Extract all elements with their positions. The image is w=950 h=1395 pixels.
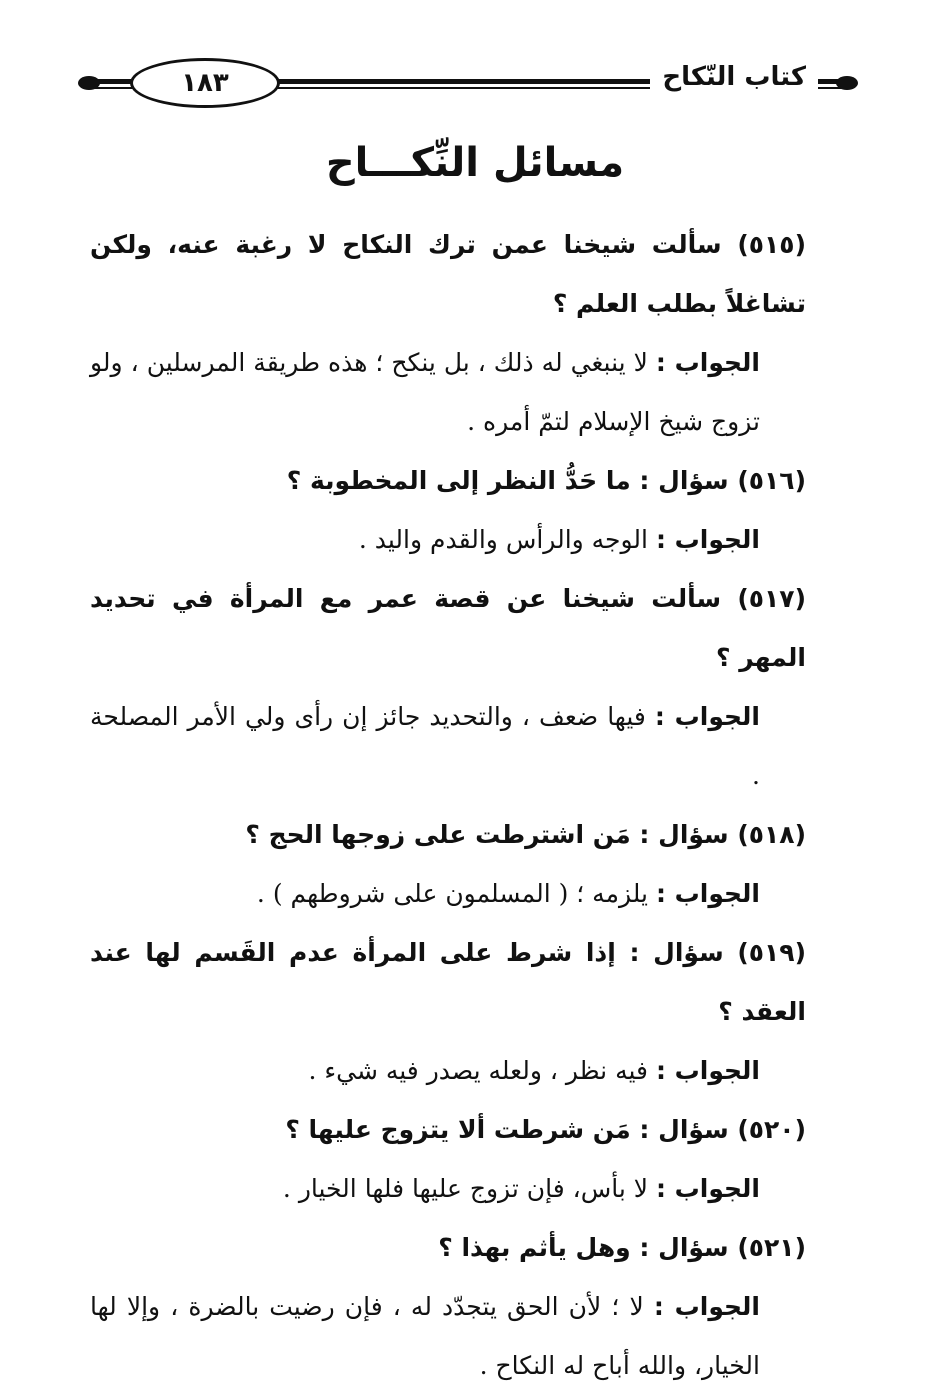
answer-text: لا ينبغي له ذلك ، بل ينكح ؛ هذه طريقة المرسلين ، ولو تزوج شيخ الإسلام لتمّ أمره . [90, 348, 760, 436]
chapter-body [90, 215, 806, 1395]
question-520: (٥٢٠) سؤال : مَن شرطت ألا يتزوج عليها ؟ [285, 1115, 806, 1144]
question-519: (٥١٩) سؤال : إذا شرط على المرأة عدم القَسم لها عند العقد ؟ [90, 938, 806, 1026]
question-518: (٥١٨) سؤال : مَن اشترطت على زوجها الحج ؟ [245, 820, 806, 849]
answer-label: الجواب : [655, 1174, 760, 1203]
question-516: (٥١٦) سؤال : ما حَدُّ النظر إلى المخطوبة ؟ [286, 466, 806, 495]
answer-text: فيه نظر ، ولعله يصدر فيه شيء . [308, 1056, 648, 1085]
answer-520 [90, 1159, 806, 1218]
answer-label: الجواب : [655, 1056, 760, 1085]
book-title: كتاب النّكاح [650, 62, 818, 92]
answer-label: الجواب : [655, 348, 760, 377]
question-521: (٥٢١) سؤال : وهل يأثم بهذا ؟ [438, 1233, 806, 1262]
answer-text: الوجه والرأس والقدم واليد . [358, 525, 648, 554]
chapter-title: مسائل النِّكـــاح [325, 140, 625, 186]
page-number: ١٨٣ [130, 58, 280, 108]
answer-label: الجواب : [655, 879, 760, 908]
question-515: (٥١٥) سألت شيخنا عمن ترك النكاح لا رغبة عنه، ولكن تشاغلاً بطلب العلم ؟ [90, 230, 806, 318]
answer-label: الجواب : [653, 1292, 761, 1321]
answer-516 [90, 510, 806, 569]
answer-519 [90, 1041, 806, 1100]
header-ornament-left [78, 76, 100, 90]
answer-label: الجواب : [654, 702, 761, 731]
question-517: (٥١٧) سألت شيخنا عن قصة عمر مع المرأة في تحديد المهر ؟ [90, 584, 806, 672]
answer-text: يلزمه ؛ ( المسلمون على شروطهم ) . [256, 879, 648, 908]
answer-text: فيها ضعف ، والتحديد جائز إن رأى ولي الأمر المصلحة . [90, 702, 760, 790]
answer-text: لا بأس، فإن تزوج عليها فلها الخيار . [282, 1174, 648, 1203]
answer-515 [90, 333, 806, 451]
answer-521 [90, 1277, 806, 1395]
answer-text: لا ؛ لأن الحق يتجدّد له ، فإن رضيت بالضرة ، وإلا لها الخيار، والله أباح له النكاح . [90, 1292, 760, 1380]
answer-518 [90, 864, 806, 923]
running-header [78, 56, 858, 112]
answer-517 [90, 687, 806, 805]
header-ornament-right [836, 76, 858, 90]
answer-label: الجواب : [655, 525, 760, 554]
